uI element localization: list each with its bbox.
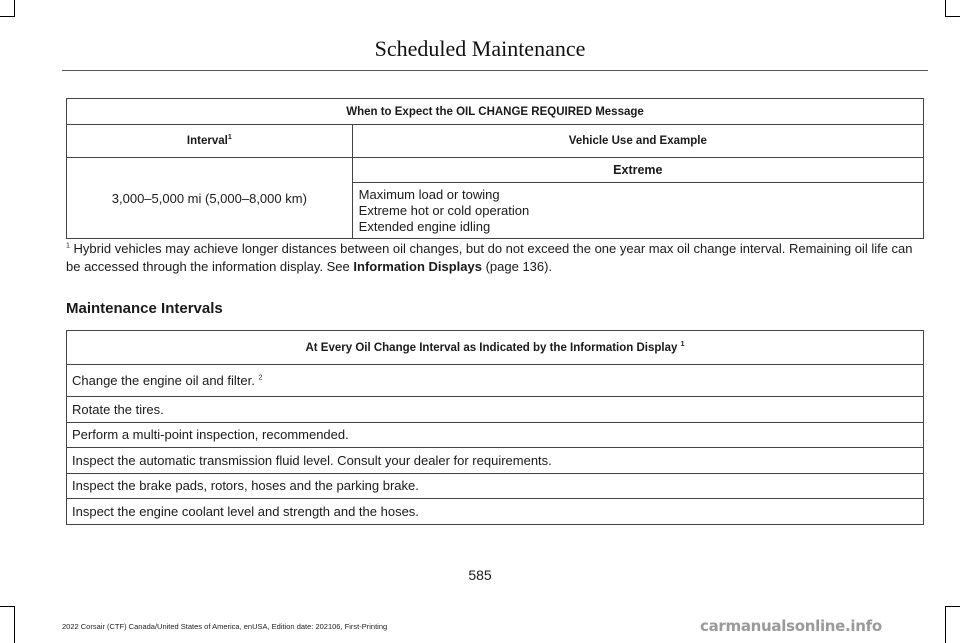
crop-mark-top-right-v [945, 0, 946, 16]
edition-info: 2022 Corsair (CTF) Canada/United States of America, enUSA, Edition date: 202106, First-Printing [62, 622, 388, 631]
table-row: Inspect the brake pads, rotors, hoses and the parking brake. [67, 473, 924, 499]
footnote-ref: 1 [680, 340, 685, 348]
page-number: 585 [468, 567, 492, 583]
footnote-ref: 1 [227, 134, 232, 142]
vehicle-use-column-header: Vehicle Use and Example [352, 125, 923, 158]
table-row: Perform a multi-point inspection, recommended. [67, 422, 924, 448]
intervals-table-caption: At Every Oil Change Interval as Indicated by the Information Display $^1$ [67, 331, 924, 365]
table-row: Inspect the engine coolant level and strength and the hoses. [67, 499, 924, 525]
interval-column-header: Interval$^1$ [67, 125, 353, 158]
crop-mark-top-left-v [14, 0, 15, 16]
maintenance-intervals-table [66, 330, 924, 525]
oil-change-table-caption: When to Expect the OIL CHANGE REQUIRED Message [67, 99, 924, 125]
crop-mark-bottom-left-h [0, 606, 15, 607]
oil-change-table [66, 98, 924, 239]
table-row: Inspect the automatic transmission fluid level. Consult your dealer for requirements. [67, 448, 924, 474]
footnote-text: Hybrid vehicles may achieve longer distances between oil changes, but do not exceed the one year max oil change interval. Remaining oil life can be accessed through the information display. See [66, 241, 913, 274]
category-extreme: Extreme [352, 158, 923, 183]
watermark: carmanualsonline.info [700, 617, 882, 635]
crop-mark-top-left-h [0, 16, 15, 17]
page-reference: (page 136). [485, 259, 553, 274]
interval-value: 3,000–5,000 mi (5,000–8,000 km) [67, 158, 353, 239]
use-example: Extended engine idling [358, 219, 491, 234]
crop-mark-bottom-left-v [14, 606, 15, 643]
footnote-marker: 1 [66, 242, 70, 250]
footnote-ref: 2 [258, 374, 263, 382]
crop-mark-bottom-right-h [945, 606, 960, 607]
use-example: Extreme hot or cold operation [358, 203, 530, 218]
footnote [66, 240, 926, 276]
table-row: Change the engine oil and filter. $^2$ [67, 365, 924, 397]
crop-mark-bottom-right-v [945, 606, 946, 643]
use-examples [352, 183, 923, 239]
information-displays-link[interactable]: Information Displays [353, 259, 482, 274]
use-example: Maximum load or towing [358, 187, 500, 202]
page-title: Scheduled Maintenance [374, 36, 586, 61]
header-rule [62, 70, 928, 71]
crop-mark-top-right-h [945, 16, 960, 17]
section-heading: Maintenance Intervals [66, 300, 223, 317]
table-row: Rotate the tires. [67, 397, 924, 423]
